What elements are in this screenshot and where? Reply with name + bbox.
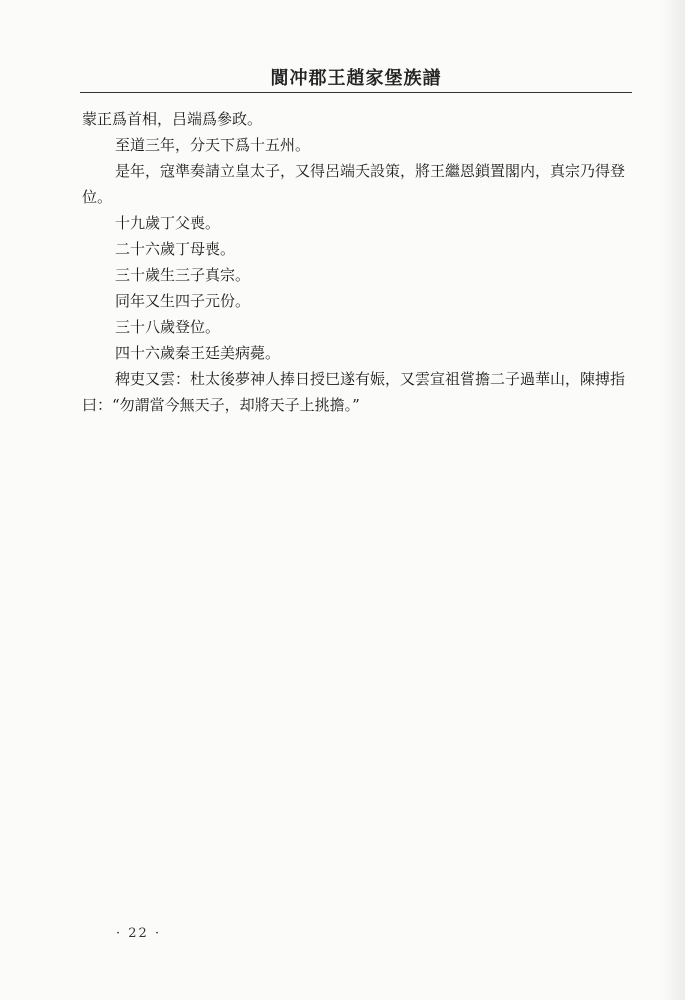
paragraph: 三十歲生三子真宗。	[115, 266, 251, 284]
paragraph: 同年又生四子元份。	[115, 292, 251, 310]
paragraph: 至道三年，分天下爲十五州。	[115, 136, 311, 154]
paragraph: 蒙正爲首相，吕端爲參政。	[82, 110, 263, 128]
paragraph: 稗吏又雲：杜太後夢神人捧日授巳遂有娠，又雲宣祖嘗擔二子過華山，陳搏指曰：“勿謂當今無天子，却將天子上挑擔。”	[82, 370, 626, 414]
body-text	[82, 106, 634, 418]
paragraph: 三十八歲登位。	[115, 318, 221, 336]
paragraph: 四十六歲秦王廷美病薨。	[115, 344, 281, 362]
page-number: · 22 ·	[116, 926, 162, 941]
paragraph: 十九歲丁父喪。	[115, 214, 221, 232]
paragraph: 二十六歲丁母喪。	[115, 240, 236, 258]
running-header-title: 閬冲郡王趙家堡族譜	[270, 68, 442, 89]
page-edge-shadow	[661, 0, 685, 1000]
paragraph: 是年，寇準奏請立皇太子，又得呂端夭設策，將王繼恩鎖置閣内，真宗乃得登位。	[82, 162, 626, 206]
header-rule	[80, 92, 632, 93]
